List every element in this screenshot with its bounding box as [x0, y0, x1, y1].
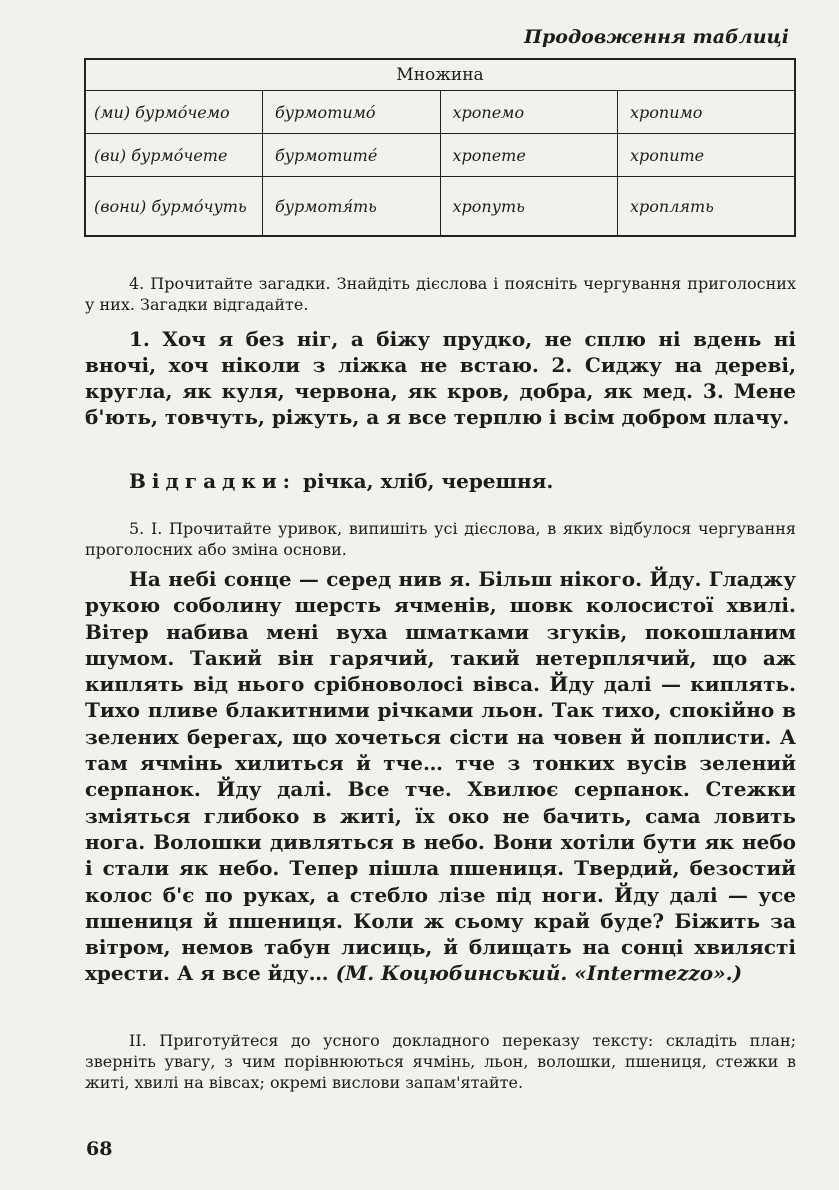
riddle-answers: [85, 468, 796, 494]
table-cell: (вони) бурмо́чуть: [85, 177, 263, 237]
answers-text: річка, хліб, черешня.: [303, 469, 554, 493]
table-cell: бурмотимо́: [263, 91, 441, 134]
table-cell: хропемо: [440, 91, 618, 134]
task4-instruction: 4. Прочитайте загадки. Знайдіть дієслова і поясніть чергування приголосних у них. Загадки відгадайте.: [85, 274, 796, 314]
table-cell: хропимо: [618, 91, 796, 134]
excerpt-source: (М. Коцюбинський. «Intermezzo».): [335, 961, 743, 986]
table-row: [85, 91, 795, 134]
table-header: Множина: [85, 59, 795, 91]
task5-part2: II. Приготуйтеся до усного докладного переказу тексту: складіть план; зверніть увагу, з чим порівнюються ячмінь, льон, волошки, пшениця, стежки в житі, хвилі на вівсах; окремі вислови запам'ятайте.: [85, 1031, 796, 1092]
table-cell: хроплять: [618, 177, 796, 237]
table-cell: хропете: [440, 134, 618, 177]
table-row: [85, 177, 795, 237]
conjugation-table: [84, 58, 796, 237]
task5-instruction: 5. I. Прочитайте уривок, випишіть усі дієслова, в яких відбулося чергування проголосних або зміна основи.: [85, 519, 796, 559]
excerpt-text: На небі сонце — серед нив я. Більш нікого. Йду. Гладжу рукою соболину шерсть ячменів, шовк колосистої хвилі. Вітер набива мені вуха шматками згуків, покошланим шумом. Такий він гарячий, такий нетерплячий, що аж киплять від нього срібноволосі вівса. Йду далі — киплять. Тихо пливе блакитними річками льон. Так тихо, спокійно в зелених берегах, що хочеться сісти на човен й поплисти. А там ячмінь хилиться й тче… тче з тонких вусів зелений серпанок. Йду далі. Все тче. Хвилює серпанок. Стежки зміяться глибоко в житі, їх око не бачить, сама ловить нога. Волошки дивляться в небо. Вони хотіли бути як небо і стали як небо. Тепер пішла пшениця. Твердий, безостий колос б'є по руках, а стебло лізе під ноги. Йду далі — усе пшениця й пшениця. Коли ж сьому край буде? Біжить за вітром, немов табун лисиць, й блищать на сонці хвилясті хрести. А я все йду…: [85, 567, 796, 986]
table-cell: хропите: [618, 134, 796, 177]
table-cell: (ми) бурмо́чемо: [85, 91, 263, 134]
page-number: 68: [86, 1138, 113, 1160]
running-head: Продовження таблиці: [524, 26, 789, 48]
table-cell: бурмотите́: [263, 134, 441, 177]
table-cell: (ви) бурмо́чете: [85, 134, 263, 177]
answers-label: Відгадки:: [129, 469, 297, 493]
table-row: [85, 134, 795, 177]
literary-excerpt: [85, 566, 796, 987]
table-cell: бурмотя́ть: [263, 177, 441, 237]
riddles-text: 1. Хоч я без ніг, а біжу прудко, не сплю ні вдень ні вночі, хоч ніколи з ліжка не встаю. 2. Сиджу на дереві, кругла, як куля, червона, як кров, добра, як мед. 3. Мене б'ють, товчуть, ріжуть, а я все терплю і всім добром плачу.: [85, 327, 796, 429]
table-cell: хропуть: [440, 177, 618, 237]
